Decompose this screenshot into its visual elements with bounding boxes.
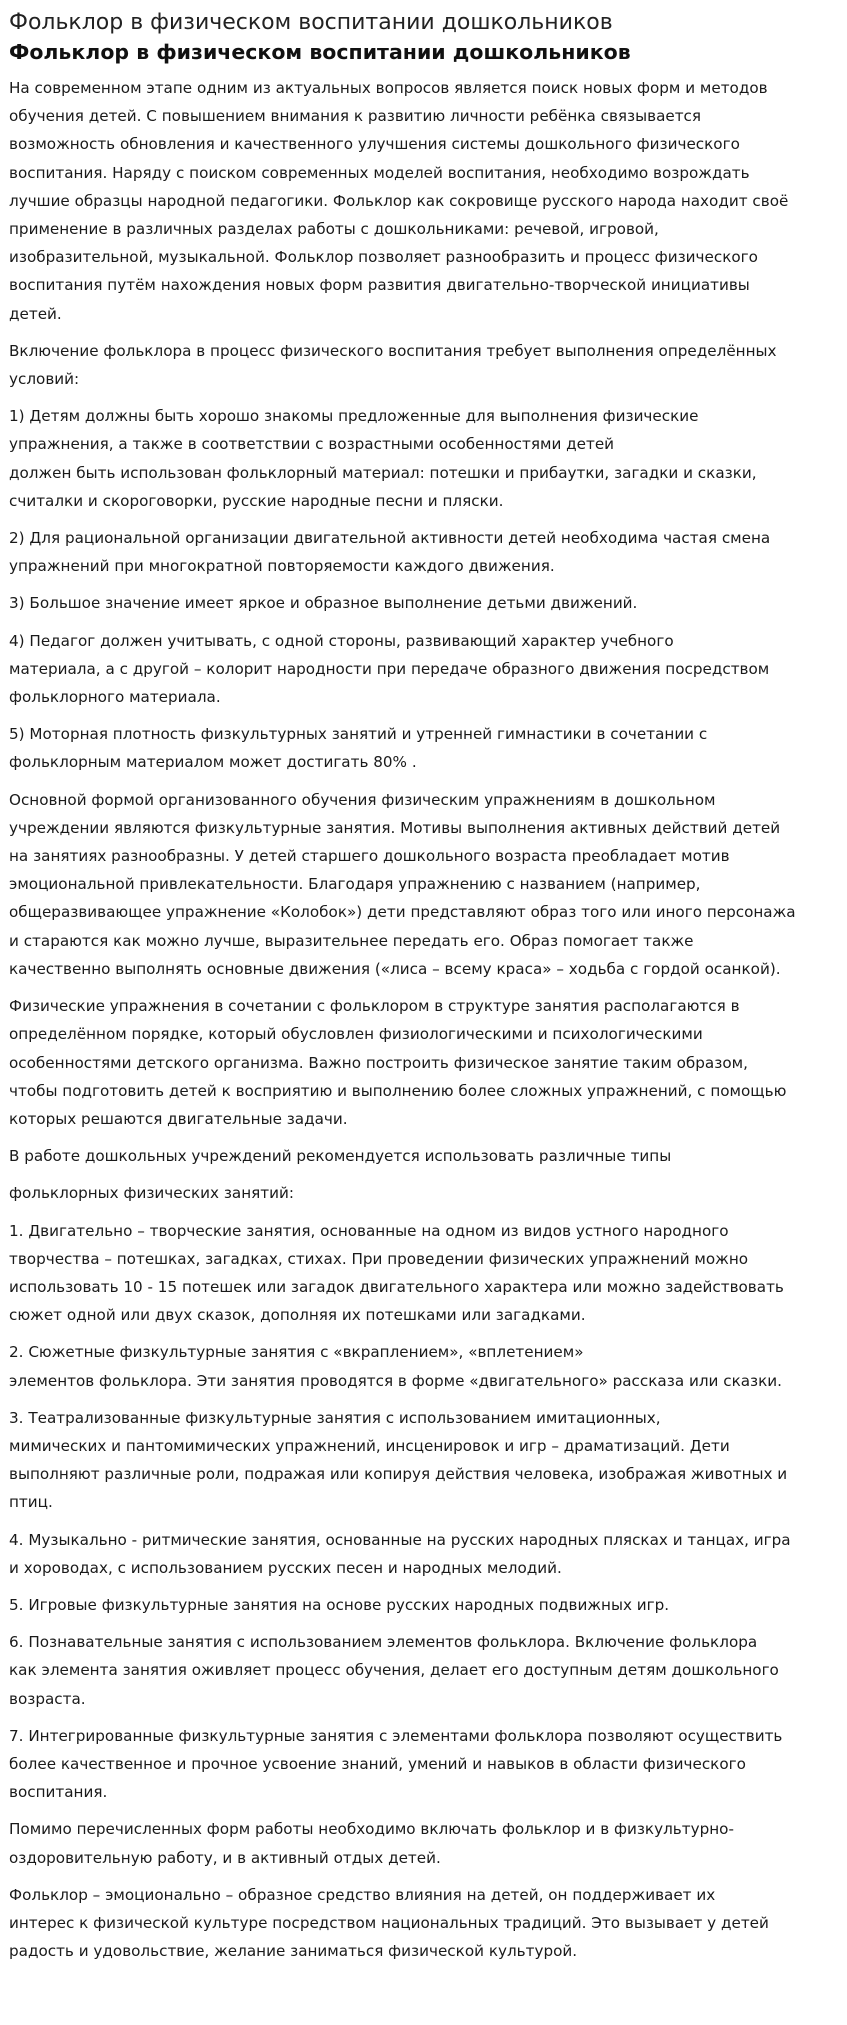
paragraph-type-3: 3. Театрализованные физкультурные занятия с использованием имитационных, мимических и пантомимических упражнений, инсценировок и игр – драматизаций. Дети выполняют различные роли, подражая или копируя действия человека, изображая животных и птиц. bbox=[9, 1408, 788, 1512]
paragraph-intro: На современном этапе одним из актуальных вопросов является поиск новых форм и методов обучения детей. С повышением внимания к развитию личности ребёнка связывается возможность обновления и качественного улучшения системы дошкольного физического воспитания. Наряду с поиском современных моделей воспитания, необходимо возрождать лучшие образцы народной педагогики. Фольклор как сокровище русского народа находит своё применение в различных разделах работы с дошкольниками: речевой, игровой, изобразительной, музыкальной. Фольклор позволяет разнообразить и процесс физического воспитания путём нахождения новых форм развития двигательно-творческой инициативы детей. bbox=[9, 79, 789, 323]
paragraph-conclusion: Фольклор – эмоционально – образное средство влияния на детей, он поддерживает их интерес к физической культуре посредством национальных традиций. Это вызывает у детей радость и удовольствие, желание заниматься физической культурой. bbox=[9, 1885, 769, 1961]
paragraph-types-heading: фольклорных физических занятий: bbox=[9, 1184, 294, 1203]
paragraph-condition-1: 1) Детям должны быть хорошо знакомы предложенные для выполнения физические упражнения, а также в соответствии с возрастными особенностями детей должен быть использован фольклорный материал: потешки и прибаутки, загадки и сказки, считалки и скороговорки, русские народные песни и пляски. bbox=[9, 407, 757, 510]
paragraph-exercises: Физические упражнения в сочетании с фольклором в структуре занятия располагаются в определённом порядке, который обусловлен физиологическими и психологическими особенностями детского организма. Важно построить физическое занятие таким образом, чтобы подготовить детей к восприятию и выполнению более сложных упражнений, с помощью которых решаются двигательные задачи. bbox=[9, 997, 787, 1128]
paragraph-main-form: Основной формой организованного обучения физическим упражнениям в дошкольном учреждении являются физкультурные занятия. Мотивы выполнения активных действий детей на занятиях разнообразны. У детей старшего дошкольного возраста преобладает мотив эмоциональной привлекательности. Благодаря упражнению с названием (например, общеразвивающее упражнение «Колобок») дети представляют образ того или иного персонажа и стараются как можно лучше, выразительнее передать его. Образ помогает также качественно выполнять основные движения («лиса – всему краса» – ходьба с гордой осанкой). bbox=[9, 790, 796, 978]
paragraph-type-2: 2. Сюжетные физкультурные занятия с «вкраплением», «вплетением» элементов фольклора. Эти занятия проводятся в форме «двигательного» рассказа или сказки. bbox=[9, 1343, 783, 1390]
paragraph-type-1: 1. Двигательно – творческие занятия, основанные на одном из видов устного народного творчества – потешках, загадках, стихах. При проведении физических упражнений можно использовать 10 - 15 потешек или загадок двигательного характера или можно задействовать сюжет одной или двух сказок, дополняя их потешками или загадками. bbox=[9, 1221, 784, 1325]
paragraph-additional-forms: Помимо перечисленных форм работы необходимо включать фольклор и в физкультурно- оздоровительную работу, и в активный отдых детей. bbox=[9, 1820, 734, 1867]
article-body bbox=[9, 74, 841, 1965]
paragraph-condition-2: 2) Для рациональной организации двигательной активности детей необходима частая смена упражнений при многократной повторяемости каждого движения. bbox=[9, 529, 771, 576]
paragraph-condition-3: 3) Большое значение имеет яркое и образное выполнение детьми движений. bbox=[9, 594, 638, 613]
paragraph-condition-5: 5) Моторная плотность физкультурных занятий и утренней гимнастики в сочетании с фольклорным материалом может достигать 80% . bbox=[9, 725, 708, 772]
paragraph-type-4: 4. Музыкально - ритмические занятия, основанные на русских народных плясках и танцах, игра и хороводах, с использованием русских песен и народных мелодий. bbox=[9, 1530, 791, 1577]
paragraph-type-6: 6. Познавательные занятия с использованием элементов фольклора. Включение фольклора как элемента занятия оживляет процесс обучения, делает его доступным детям дошкольного возраста. bbox=[9, 1633, 779, 1708]
paragraph-type-7: 7. Интегрированные физкультурные занятия с элементами фольклора позволяют осуществить более качественное и прочное усвоение знаний, умений и навыков в области физического воспитания. bbox=[9, 1726, 783, 1802]
paragraph-conditions-intro: Включение фольклора в процесс физического воспитания требует выполнения определённых условий: bbox=[9, 341, 777, 389]
page-title: Фольклор в физическом воспитании дошкольников bbox=[9, 10, 613, 35]
article-title: Фольклор в физическом воспитании дошкольников bbox=[9, 40, 631, 64]
paragraph-type-5: 5. Игровые физкультурные занятия на основе русских народных подвижных игр. bbox=[9, 1595, 670, 1614]
paragraph-types-intro: В работе дошкольных учреждений рекомендуется использовать различные типы bbox=[9, 1147, 672, 1166]
paragraph-condition-4: 4) Педагог должен учитывать, с одной стороны, развивающий характер учебного материала, а с другой – колорит народности при передаче образного движения посредством фольклорного материала. bbox=[9, 631, 770, 707]
